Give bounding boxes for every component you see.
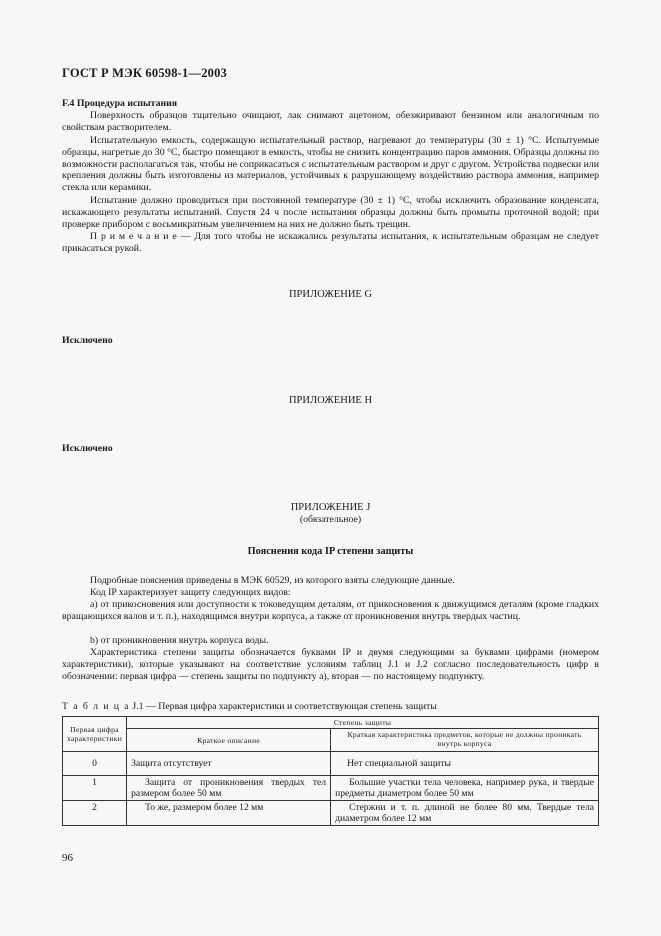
table-caption-label: Т а б л и ц а (62, 701, 130, 712)
paragraph: Подробные пояснения приведены в МЭК 60529, из которого взяты следующие данные. (90, 575, 455, 586)
cell-digit: 1 (63, 776, 127, 801)
cell-digit: 0 (63, 752, 127, 776)
appendix-j-status: (обязательное) (299, 514, 362, 525)
ip-first-digit-table (62, 716, 599, 826)
appendix-h-text: Исключено (62, 443, 113, 454)
section-f4-title: F.4 Процедура испытания (62, 98, 178, 109)
col-header-group: Степень защиты (127, 717, 599, 729)
paragraph: Код IP характеризует защиту следующих видов: (90, 587, 291, 598)
appendix-j-title: ПРИЛОЖЕНИЕ J (290, 502, 371, 513)
page-number: 96 (62, 852, 73, 864)
appendix-j-heading: Пояснения кода IP степени защиты (247, 546, 414, 557)
list-item-a: а) от прикосновения или доступности к токоведущим деталям, от прикосновения к движущимся деталям (кроме гладких вращающихся валов и т. п.), находящимся внутри корпуса, а также от проникновения внутрь твердых частиц. (62, 599, 599, 622)
col-header-description: Краткое описание (127, 729, 331, 752)
cell-objects: Стержни и т. п. длиной не более 80 мм. Твердые тела диаметром более 12 мм (331, 801, 599, 826)
appendix-g-title: ПРИЛОЖЕНИЕ G (288, 289, 373, 300)
appendix-h-title: ПРИЛОЖЕНИЕ H (288, 395, 373, 406)
paragraph: Поверхность образцов тщательно очищают, лак снимают ацетоном, обезжиривают бензином или аналогичным по свойствам растворителем. (62, 110, 599, 133)
table-row (63, 776, 599, 801)
table-row (63, 801, 599, 826)
cell-description: То же, размером более 12 мм (127, 801, 331, 826)
col-header-first-digit: Первая цифра характеристики (63, 717, 127, 752)
table-caption-text: J.1 — Первая цифра характеристики и соответствующая степень защиты (129, 701, 437, 712)
document-header: ГОСТ Р МЭК 60598-1—2003 (62, 66, 227, 80)
paragraph: Характеристика степени защиты обозначается буквами IP и двумя следующими за буквами цифрами (номером характеристики), которые указывают на соответствие условиям таблиц J.1 и J.2 согласно последовательность цифр в обозначении: первая цифра — степень защиты по подпункту а), вторая — по настоящему подпункту. (62, 647, 599, 682)
cell-objects: Большие участки тела человека, например рука, и твердые предметы диаметром более 50 мм (331, 776, 599, 801)
note (62, 231, 599, 255)
table-caption (62, 701, 599, 713)
cell-description: Защита отсутствует (127, 752, 331, 776)
cell-description: Защита от проникновения твердых тел размером более 50 мм (127, 776, 331, 801)
appendix-g-text: Исключено (62, 335, 113, 346)
note-text: — Для того чтобы не искажались результаты испытания, к испытательным образцам не следует прикасаться рукой. (62, 231, 599, 254)
note-label: П р и м е ч а н и е (90, 231, 177, 242)
col-header-objects: Краткая характеристика предметов, которые не должны проникать внутрь корпуса (331, 729, 599, 752)
cell-objects: Нет специальной защиты (331, 752, 599, 776)
paragraph: Испытательную емкость, содержащую испытательный раствор, нагревают до температуры (30 ± 1) °С. Испытуемые образцы, нагретые до 30 °С, быстро помещают в емкость, чтобы не снизить концентрацию паров аммония. Образцы должны по возможности располагаться так, чтобы не соприкасаться с испытательным раствором и друг с другом. Устройства подвески или крепления должны быть изготовлены из материалов, устойчивых к разрушающему воздействию раствора аммония, например стекла или керамики. (62, 135, 599, 194)
table-row (63, 752, 599, 776)
list-item-b: b) от проникновения внутрь корпуса воды. (90, 635, 269, 646)
cell-digit: 2 (63, 801, 127, 826)
paragraph: Испытание должно проводиться при постоянной температуре (30 ± 1) °С, чтобы исключить образование конденсата, искажающего результаты испытаний. Спустя 24 ч после испытания образцы должны быть промыты проточной водой; при проверке прибором с восьмикратным увеличением на них не должно быть трещин. (62, 195, 599, 230)
